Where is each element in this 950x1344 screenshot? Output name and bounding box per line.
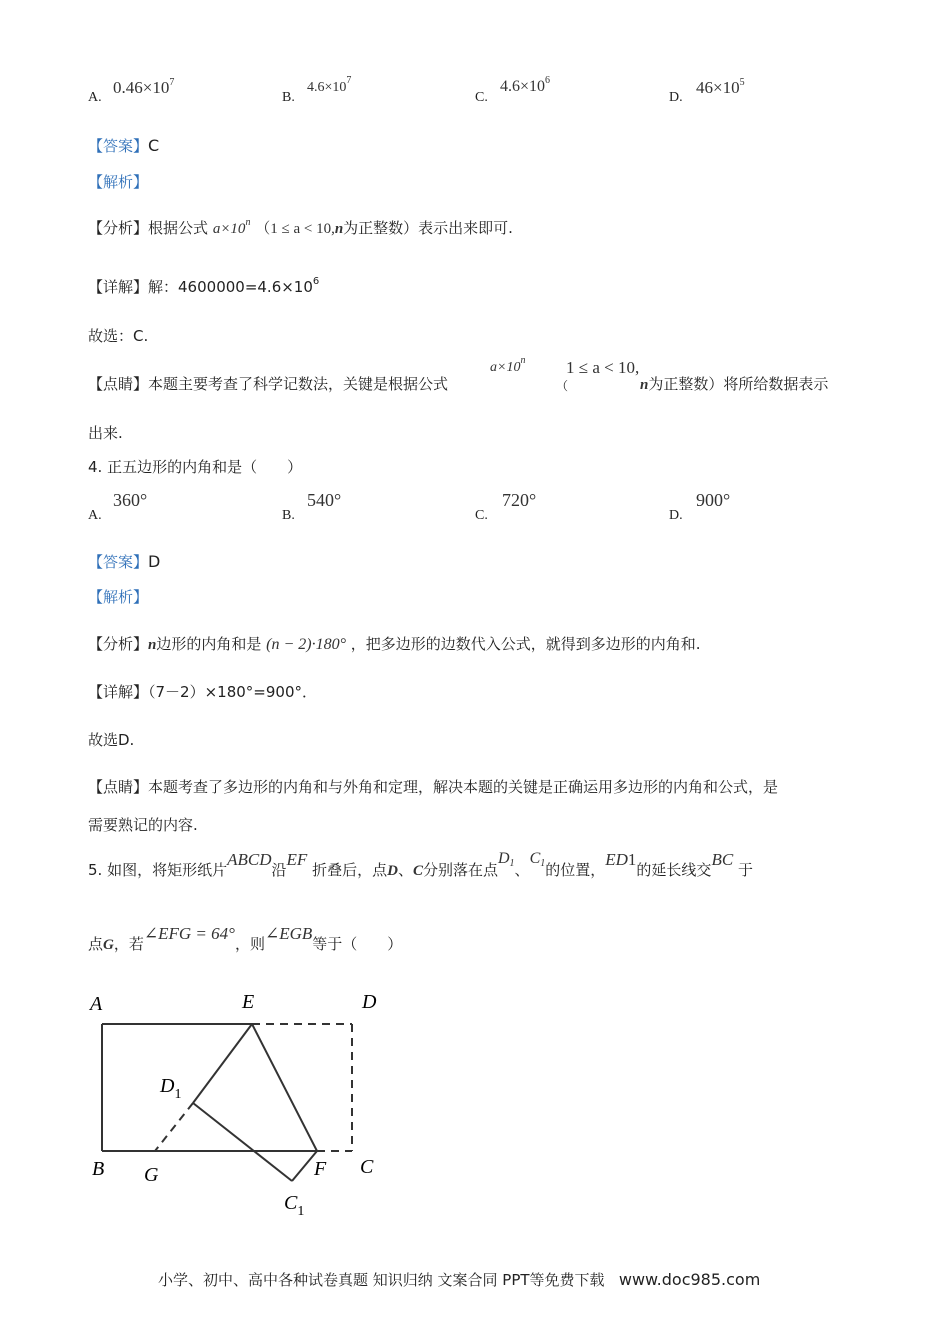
label-c1: $C_1$: [284, 1192, 305, 1219]
q4-option-d-label: D.: [669, 508, 683, 523]
q3-option-b-label: B.: [282, 90, 295, 105]
q3-analysis-tag: 【解析】: [88, 173, 149, 191]
label-d1: $D_1$: [160, 1075, 182, 1102]
q3-choice: 故选：C.: [88, 327, 149, 345]
footer-link[interactable]: www.doc985.com: [618, 1270, 761, 1289]
q3-dianjing-formula: $a\times 10^n$: [490, 355, 526, 375]
q4-option-d-value: 900°: [696, 490, 731, 510]
q4-question: 4. 正五边形的内角和是（ ）: [88, 458, 303, 476]
q3-dianjing-cond: 1 ≤ a < 10,: [566, 358, 640, 377]
q3-option-a-value: $0.46\times 10^7$: [113, 77, 175, 97]
q3-dianjing-paren: （: [556, 379, 569, 393]
label-f: F: [314, 1158, 327, 1180]
q4-dianjing-line2: 需要熟记的内容.: [88, 816, 198, 834]
q4-choice: 故选D.: [88, 731, 135, 749]
segment-d1c1: [193, 1103, 292, 1181]
label-a: A: [90, 993, 103, 1015]
q3-dianjing-line2: 出来.: [88, 424, 123, 442]
q3-answer: 【答案】C: [88, 136, 160, 155]
q3-option-c-value: $4.6\times 10^6$: [500, 75, 551, 95]
segment-ed1: [193, 1024, 252, 1103]
q5-question-line1: 5. 如图，将矩形纸片ABCD沿EF 折叠后，点D、C分别落在点$D_1$、$C_1$的位置，ED1的延长线交BC 于: [88, 850, 753, 879]
q3-option-d-label: D.: [669, 90, 683, 105]
q4-option-c-label: C.: [475, 508, 488, 523]
q5-folding-figure: [80, 985, 400, 1220]
segment-ef: [252, 1024, 317, 1151]
q4-analysis-tag: 【解析】: [88, 588, 149, 606]
label-b: B: [92, 1158, 105, 1180]
label-g: G: [144, 1164, 159, 1186]
q3-dianjing-line1: 【点睛】本题主要考查了科学记数法，关键是根据公式: [88, 375, 449, 393]
q3-option-b-value: $4.6\times 10^7$: [307, 75, 352, 95]
q3-fenxi: 【分析】根据公式 $a\times 10^n$ （1 ≤ a < 10,n为正整数）表示出来即可.: [88, 217, 513, 237]
label-d: D: [362, 991, 377, 1013]
q4-option-a-value: 360°: [113, 490, 148, 510]
q3-option-a-label: A.: [88, 90, 102, 105]
q4-dianjing-line1: 【点睛】本题考查了多边形的内角和与外角和定理，解决本题的关键是正确运用多边形的内角和公式，是: [88, 778, 779, 796]
segment-d1g-dashed: [155, 1103, 193, 1151]
footer: 小学、初中、高中各种试卷真题 知识归纳 文案合同 PPT等免费下载 www.doc985.com: [158, 1270, 761, 1289]
q5-question-line2: 点G，若∠EFG = 64°，则∠EGB等于（ ）: [88, 924, 403, 953]
q3-xiangjie: 【详解】解：$4600000=4.6\times 10^6$: [88, 276, 320, 296]
q3-option-d-value: $46\times 10^5$: [696, 77, 745, 97]
q3-dianjing-tail: n为正整数）将所给数据表示: [640, 375, 829, 393]
label-c: C: [360, 1156, 374, 1178]
q4-answer: 【答案】D: [88, 552, 161, 571]
q4-option-b-label: B.: [282, 508, 295, 523]
q4-fenxi: 【分析】n边形的内角和是 (n − 2)·180° ，把多边形的边数代入公式，就得到多边形的内角和.: [88, 635, 701, 653]
q4-xiangjie: 【详解】（7－2）×180°=900°．: [88, 683, 318, 701]
q4-option-b-value: 540°: [307, 490, 342, 510]
label-e: E: [242, 991, 255, 1013]
q4-option-a-label: A.: [88, 508, 102, 523]
q4-option-c-value: 720°: [502, 490, 537, 510]
q3-option-c-label: C.: [475, 90, 488, 105]
